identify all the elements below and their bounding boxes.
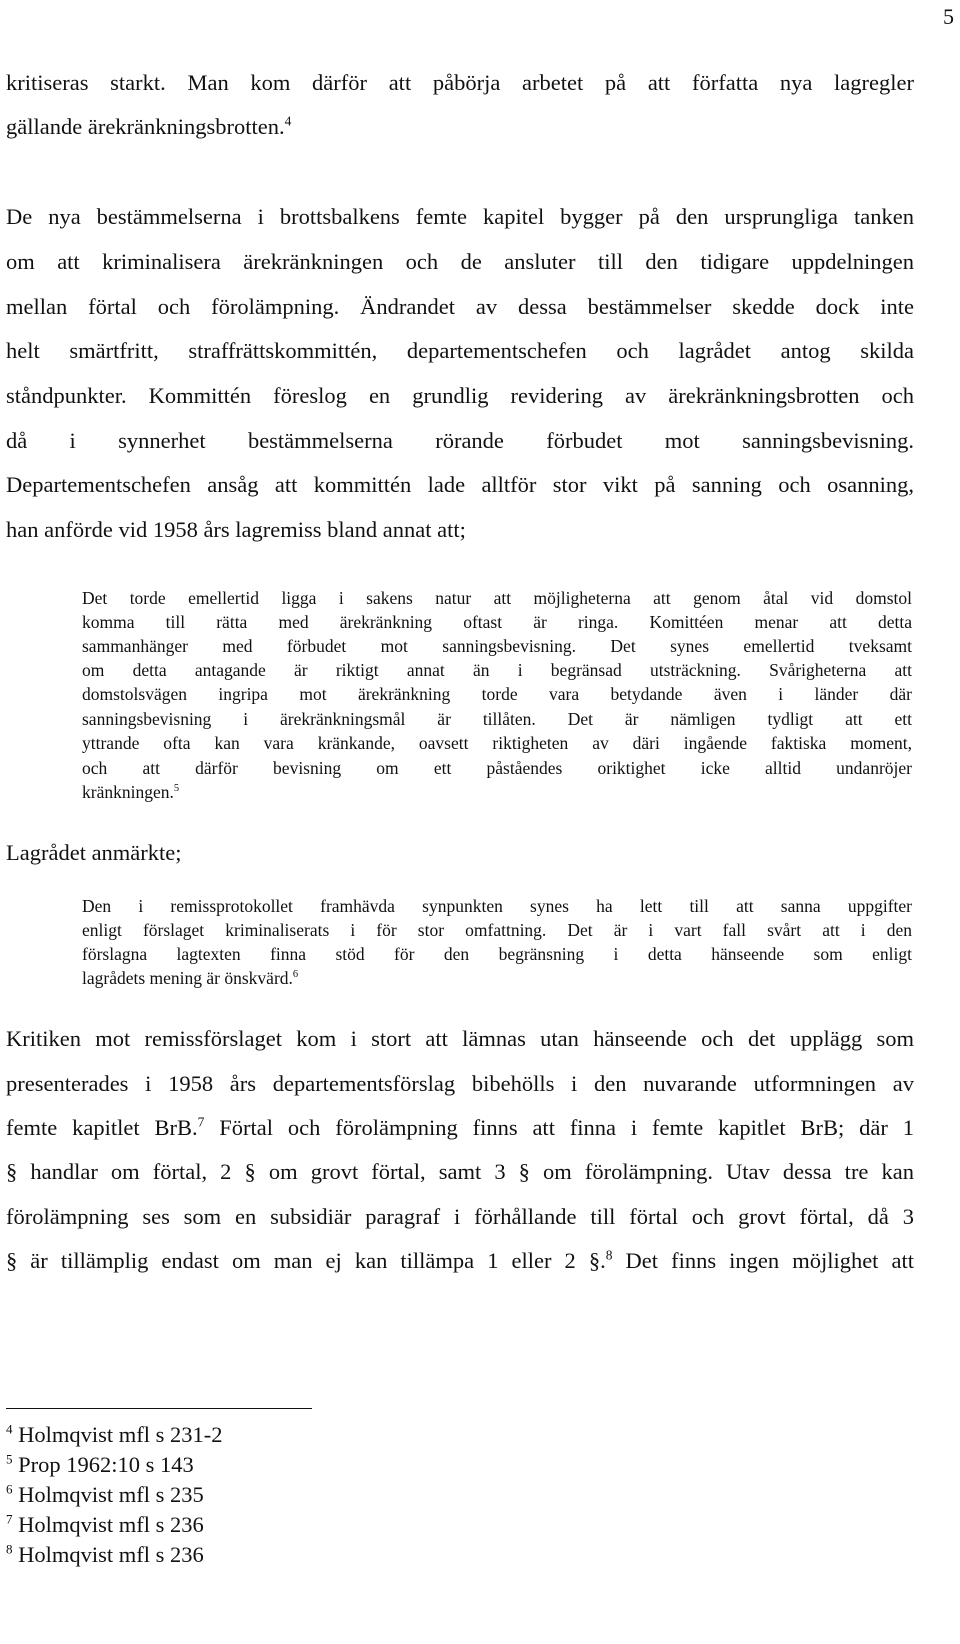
- body-line: De nya bestämmelserna i brottsbalkens femte kapitel bygger på den ursprungliga tanken: [6, 204, 914, 229]
- quote-line: domstolsvägen ingripa mot ärekränkning torde vara betydande även i länder där: [82, 684, 912, 704]
- body-line-text: Förtal och förolämpning finns att finna i femte kapitlet BrB; där 1: [219, 1115, 914, 1140]
- footnote: [6, 1421, 223, 1447]
- footnote: [6, 1541, 204, 1567]
- body-line: kritiseras starkt. Man kom därför att påbörja arbetet på att författa nya lagregler: [6, 70, 914, 95]
- quote-line: komma till rätta med ärekränkning oftast är ringa. Komittéen menar att detta: [82, 612, 912, 632]
- body-line-text: femte kapitlet BrB.: [6, 1115, 198, 1140]
- body-line: ståndpunkter. Kommittén föreslog en grundlig revidering av ärekränkningsbrotten och: [6, 383, 914, 408]
- body-line: om att kriminalisera ärekränkningen och de ansluter till den tidigare uppdelningen: [6, 249, 914, 274]
- footnote-number: 7: [6, 1511, 13, 1527]
- footnote-number: 6: [6, 1481, 13, 1497]
- body-line: då i synnerhet bestämmelserna rörande förbudet mot sanningsbevisning.: [6, 428, 914, 453]
- body-line: presenterades i 1958 års departementsförslag bibehölls i den nuvarande utformningen av: [6, 1071, 914, 1096]
- body-line: [6, 1247, 914, 1273]
- footnote: [6, 1511, 204, 1537]
- quote-line: sammanhänger med förbudet mot sanningsbevisning. Det synes emellertid tveksamt: [82, 636, 912, 656]
- quote-line: [82, 784, 912, 802]
- body-line: § handlar om förtal, 2 § om grovt förtal, samt 3 § om förolämpning. Utav dessa tre kan: [6, 1159, 914, 1184]
- footnote-separator: [6, 1408, 312, 1409]
- quote-line-text: lagrådets mening är önskvärd.: [82, 968, 293, 988]
- body-line-text: gällande ärekränkningsbrotten.: [6, 114, 285, 139]
- body-line-text: § är tillämplig endast om man ej kan tillämpa 1 eller 2 §.: [6, 1248, 606, 1273]
- quote-line: [82, 970, 912, 988]
- footnote-text: Holmqvist mfl s 236: [18, 1512, 204, 1537]
- footnote-ref: 6: [292, 969, 299, 981]
- quote-line: Det torde emellertid ligga i sakens natur att möjligheterna att genom åtal vid domstol: [82, 588, 912, 608]
- body-line: helt smärtfritt, straffrättskommittén, departementschefen och lagrådet antog skilda: [6, 338, 914, 363]
- footnote: [6, 1481, 204, 1507]
- quote-line: yttrande ofta kan vara kränkande, oavsett riktigheten av däri ingående faktiska moment,: [82, 733, 912, 753]
- footnote-text: Holmqvist mfl s 231-2: [18, 1422, 223, 1447]
- quote-line: Den i remissprotokollet framhävda synpunkten synes ha lett till att sanna uppgifter: [82, 896, 912, 916]
- body-line-text: Det finns ingen möjlighet att: [625, 1248, 914, 1273]
- footnote-text: Holmqvist mfl s 235: [18, 1482, 204, 1507]
- quote-line: och att därför bevisning om ett påståendes oriktighet icke alltid undanröjer: [82, 758, 912, 778]
- quote-line: enligt förslaget kriminaliserats i för stor omfattning. Det är i vart fall svårt att i den: [82, 920, 912, 940]
- body-line: [6, 1114, 914, 1140]
- footnote-ref: 7: [197, 1114, 205, 1130]
- footnote-text: Prop 1962:10 s 143: [18, 1452, 194, 1477]
- footnote-ref: 8: [605, 1247, 613, 1263]
- footnote-number: 4: [6, 1421, 13, 1437]
- body-line: mellan förtal och förolämpning. Ändrandet av dessa bestämmelser skedde dock inte: [6, 294, 914, 319]
- quote-line-text: kränkningen.: [82, 782, 174, 802]
- page-number: 5: [943, 4, 954, 29]
- body-line: [6, 113, 914, 139]
- body-line: Kritiken mot remissförslaget kom i stort att lämnas utan hänseende och det upplägg som: [6, 1026, 914, 1051]
- quote-line: sanningsbevisning i ärekränkningsmål är tillåten. Det är nämligen tydligt att ett: [82, 709, 912, 729]
- footnote-ref: 5: [173, 783, 180, 795]
- quote-line: förslagna lagtexten finna stöd för den begränsning i detta hänseende som enligt: [82, 944, 912, 964]
- footnote-number: 5: [6, 1451, 13, 1467]
- footnote-text: Holmqvist mfl s 236: [18, 1542, 204, 1567]
- body-line: förolämpning ses som en subsidiär paragraf i förhållande till förtal och grovt förtal, då 3: [6, 1204, 914, 1229]
- body-line: han anförde vid 1958 års lagremiss bland annat att;: [6, 517, 466, 542]
- quote-line: om detta antagande är riktigt annat än i begränsad utsträckning. Svårigheterna att: [82, 660, 912, 680]
- body-line: Departementschefen ansåg att kommittén lade alltför stor vikt på sanning och osanning,: [6, 472, 914, 497]
- footnote-number: 8: [6, 1541, 13, 1557]
- footnote-ref: 4: [284, 113, 292, 129]
- body-line: Lagrådet anmärkte;: [6, 840, 182, 865]
- footnote: [6, 1451, 194, 1477]
